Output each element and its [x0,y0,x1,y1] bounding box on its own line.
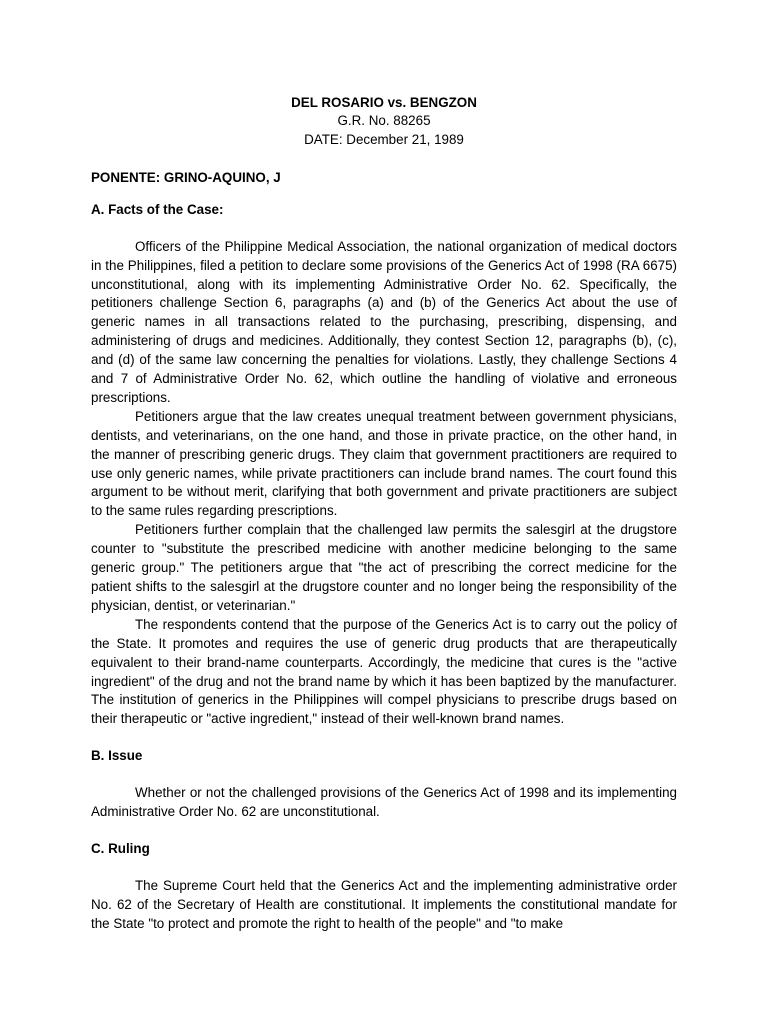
case-gr-number: G.R. No. 88265 [337,113,431,129]
section-heading-issue: B. Issue [91,748,143,764]
document-page [91,94,677,934]
ponente-line: PONENTE: GRINO-AQUINO, J [91,169,281,185]
case-date: DATE: December 21, 1989 [304,131,464,147]
facts-paragraph-1: Officers of the Philippine Medical Association, the national organization of medical doctors in the Philippines, filed a petition to declare some provisions of the Generics Act of 1998 (RA 6675) unconstitutional, along with its implementing Administrative Order No. 62. Specifically, the petitioners challenge Section 6, paragraphs (a) and (b) of the Generics Act about the use of generic names in all transactions related to the purchasing, prescribing, dispensing, and administering of drugs and medicines. Additionally, they contest Section 12, paragraphs (b), (c), and (d) of the same law concerning the penalties for violations. Lastly, they challenge Sections 4 and 7 of Administrative Order No. 62, which outline the handling of violative and erroneous prescriptions. [91,238,677,405]
issue-paragraph: Whether or not the challenged provisions of the Generics Act of 1998 and its implementing Administrative Order No. 62 are unconstitutional. [91,785,677,820]
facts-paragraph-3: Petitioners further complain that the challenged law permits the salesgirl at the drugstore counter to "substitute the prescribed medicine with another medicine belonging to the same generic group." The petitioners argue that "the act of prescribing the correct medicine for the patient shifts to the salesgirl at the drugstore counter and no longer being the responsibility of the physician, dentist, or veterinarian." [91,522,677,613]
case-header [91,94,677,149]
ruling-paragraph: The Supreme Court held that the Generics Act and the implementing administrative order No. 62 of the Secretary of Health are constitutional. It implements the constitutional mandate for the State "to protect and promote the right to health of the people" and "to make [91,877,677,931]
facts-paragraph-2: Petitioners argue that the law creates unequal treatment between government physicians, dentists, and veterinarians, on the one hand, and those in private practice, on the other hand, in the manner of prescribing generic drugs. They claim that government practitioners are required to use only generic names, while private practitioners can include brand names. The court found this argument to be without merit, clarifying that both government and private practitioners are subject to the same rules regarding prescriptions. [91,408,677,519]
case-title: DEL ROSARIO vs. BENGZON [291,95,477,110]
facts-paragraph-4: The respondents contend that the purpose of the Generics Act is to carry out the policy of the State. It promotes and requires the use of generic drug products that are therapeutically equivalent to their brand-name counterparts. Accordingly, the medicine that cures is the "active ingredient" of the drug and not the brand name by which it has been baptized by the manufacturer. The institution of generics in the Philippines will compel physicians to prescribe drugs based on their therapeutic or "active ingredient," instead of their well-known brand names. [91,616,677,727]
section-heading-ruling: C. Ruling [91,840,150,856]
section-heading-facts: A. Facts of the Case: [91,201,224,217]
